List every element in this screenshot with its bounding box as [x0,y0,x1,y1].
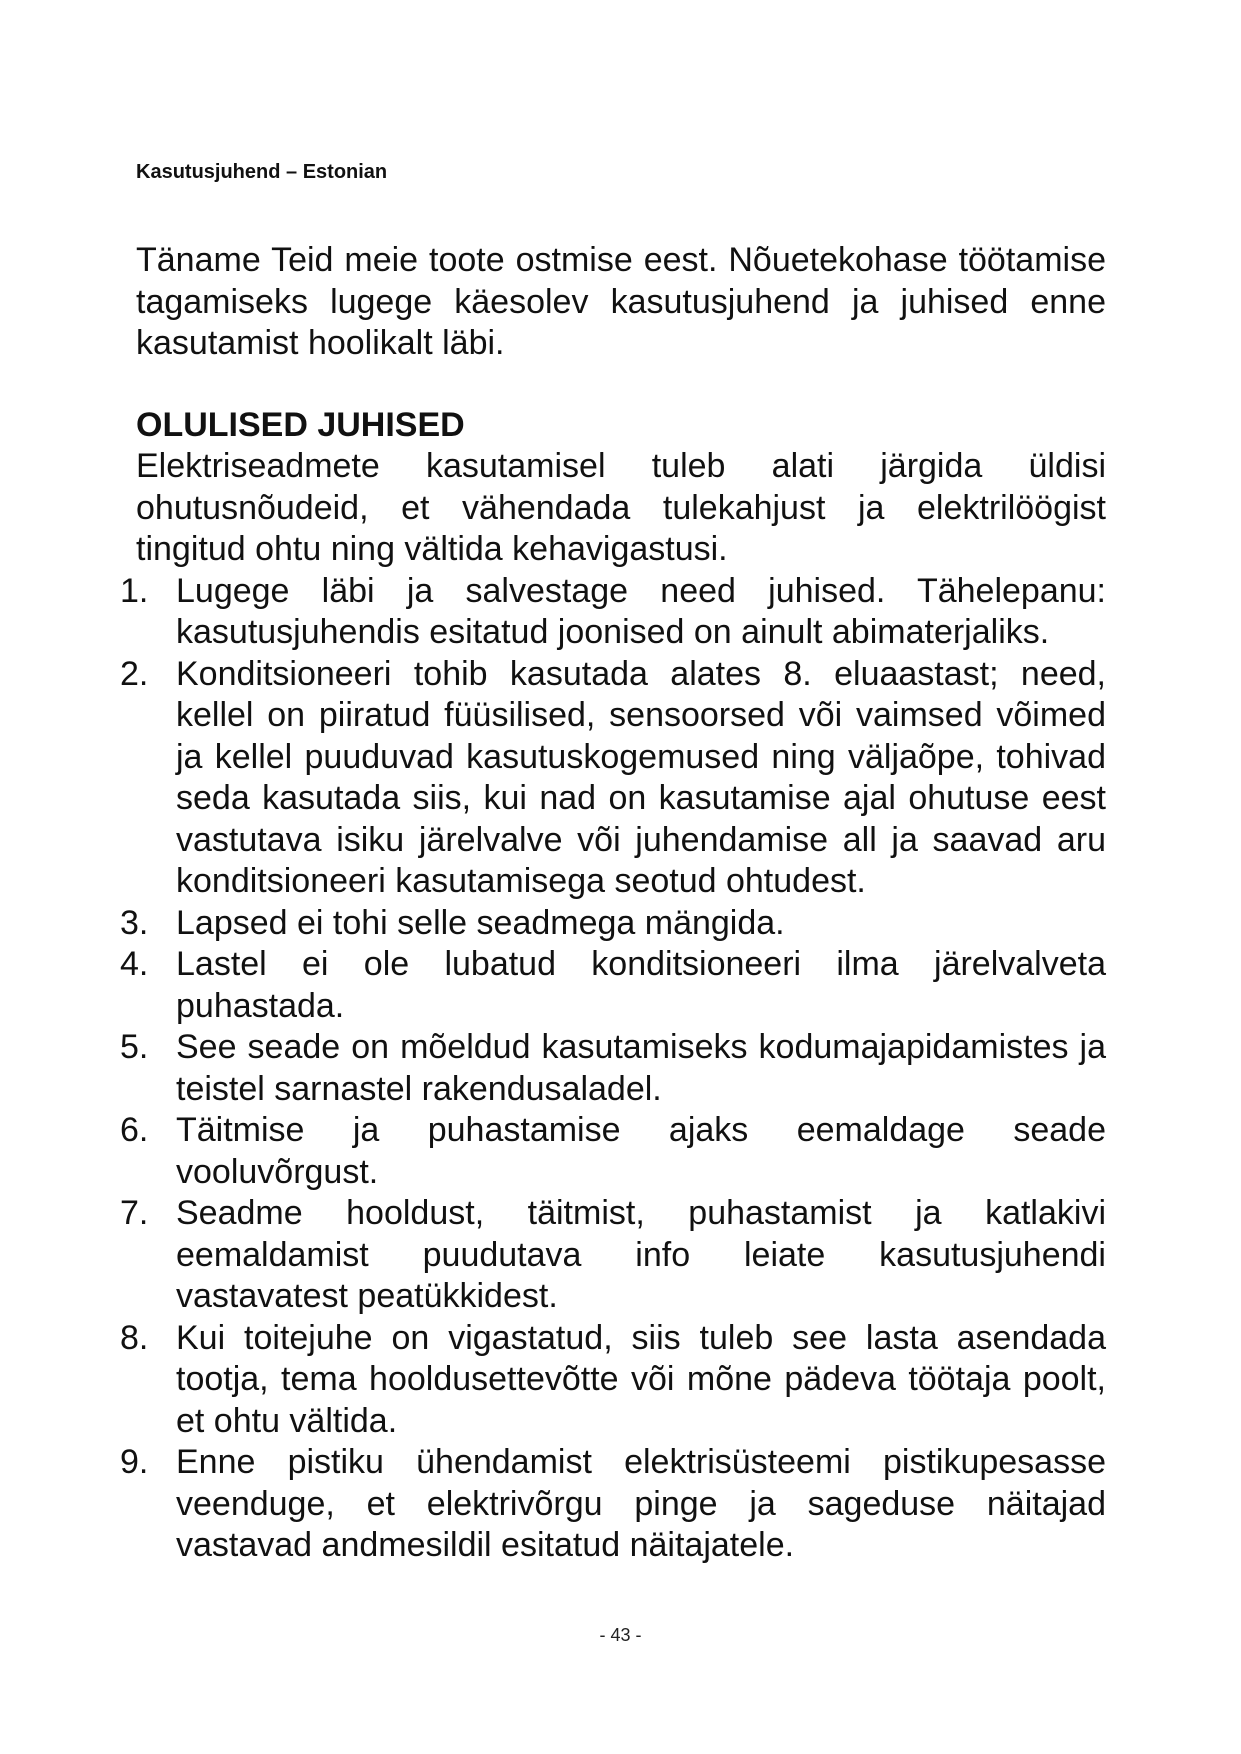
list-item-text: Lugege läbi ja salvestage need juhised. Tähelepanu: kasutusjuhendis esitatud joonised on ainult abimaterjaliks. [176,571,1106,651]
list-item-number: 5. [120,1028,149,1066]
intro-paragraph: Täname Teid meie toote ostmise eest. Nõuetekohase töötamise tagamiseks lugege käesolev kasutusjuhend ja juhised enne kasutamist hoolikalt läbi. [136,241,1106,362]
section-intro-paragraph: Elektriseadmete kasutamisel tuleb alati järgida üldisi ohutusnõudeid, et vähendada tulekahjust ja elektrilöögist tingitud ohtu ning vältida kehavigastusi. [136,447,1106,568]
list-item-number: 7. [120,1194,149,1232]
list-item [120,571,1106,654]
list-item [120,654,1106,903]
list-item-text: Kui toitejuhe on vigastatud, siis tuleb see lasta asendada tootja, tema hooldusettevõtte või mõne pädeva töötaja poolt, et ohtu vältida. [176,1318,1106,1440]
list-item-text: Lastel ei ole lubatud konditsioneeri ilma järelvalveta puhastada. [176,945,1106,1025]
list-item [120,1027,1106,1110]
list-item-number: 2. [120,654,149,693]
list-item [120,903,1106,945]
list-item-text: Lapsed ei tohi selle seadmega mängida. [176,903,785,942]
list-item-number: 9. [120,1443,149,1481]
list-item-number: 6. [120,1111,149,1149]
list-item-text: Enne pistiku ühendamist elektrisüsteemi pistikupesasse veenduge, et elektrivõrgu pinge ja sageduse näitajad vastavad andmesildil esitatud näitajatele. [176,1443,1106,1564]
list-item-text: Konditsioneeri tohib kasutada alates 8. eluaastast; need, kellel on piiratud füüsilised, sensoorsed või vaimsed võimed ja kellel puuduvad kasutuskogemused ning väljaõpe, tohivad seda kasutada siis, kui nad on kasutamise ajal ohutuse eest vastutava isiku järelvalve või juhendamise all ja saavad aru konditsioneeri kasutamisega seotud ohtudest. [176,654,1106,900]
page-header: Kasutusjuhend – Estonian [136,161,388,183]
list-item-text: Seadme hooldust, täitmist, puhastamist ja katlakivi eemaldamist puudutava info leiate kasutusjuhendi vastavatest peatükkidest. [176,1194,1106,1315]
page-content [120,240,1106,1567]
list-item [120,944,1106,1027]
instruction-list [120,571,1106,1567]
list-item-number: 1. [120,571,149,610]
list-item-text: Täitmise ja puhastamise ajaks eemaldage seade vooluvõrgust. [176,1111,1106,1191]
list-item-number: 4. [120,945,149,983]
page-number: - 43 - [599,1625,642,1645]
list-item [120,1193,1106,1318]
list-item [120,1442,1106,1567]
list-item-text: See seade on mõeldud kasutamiseks kodumajapidamistes ja teistel sarnastel rakendusaladel. [176,1028,1106,1108]
section-title: OLULISED JUHISED [136,405,465,444]
list-item-number: 3. [120,903,149,942]
list-item [120,1318,1106,1443]
list-item [120,1110,1106,1193]
list-item-number: 8. [120,1318,149,1357]
